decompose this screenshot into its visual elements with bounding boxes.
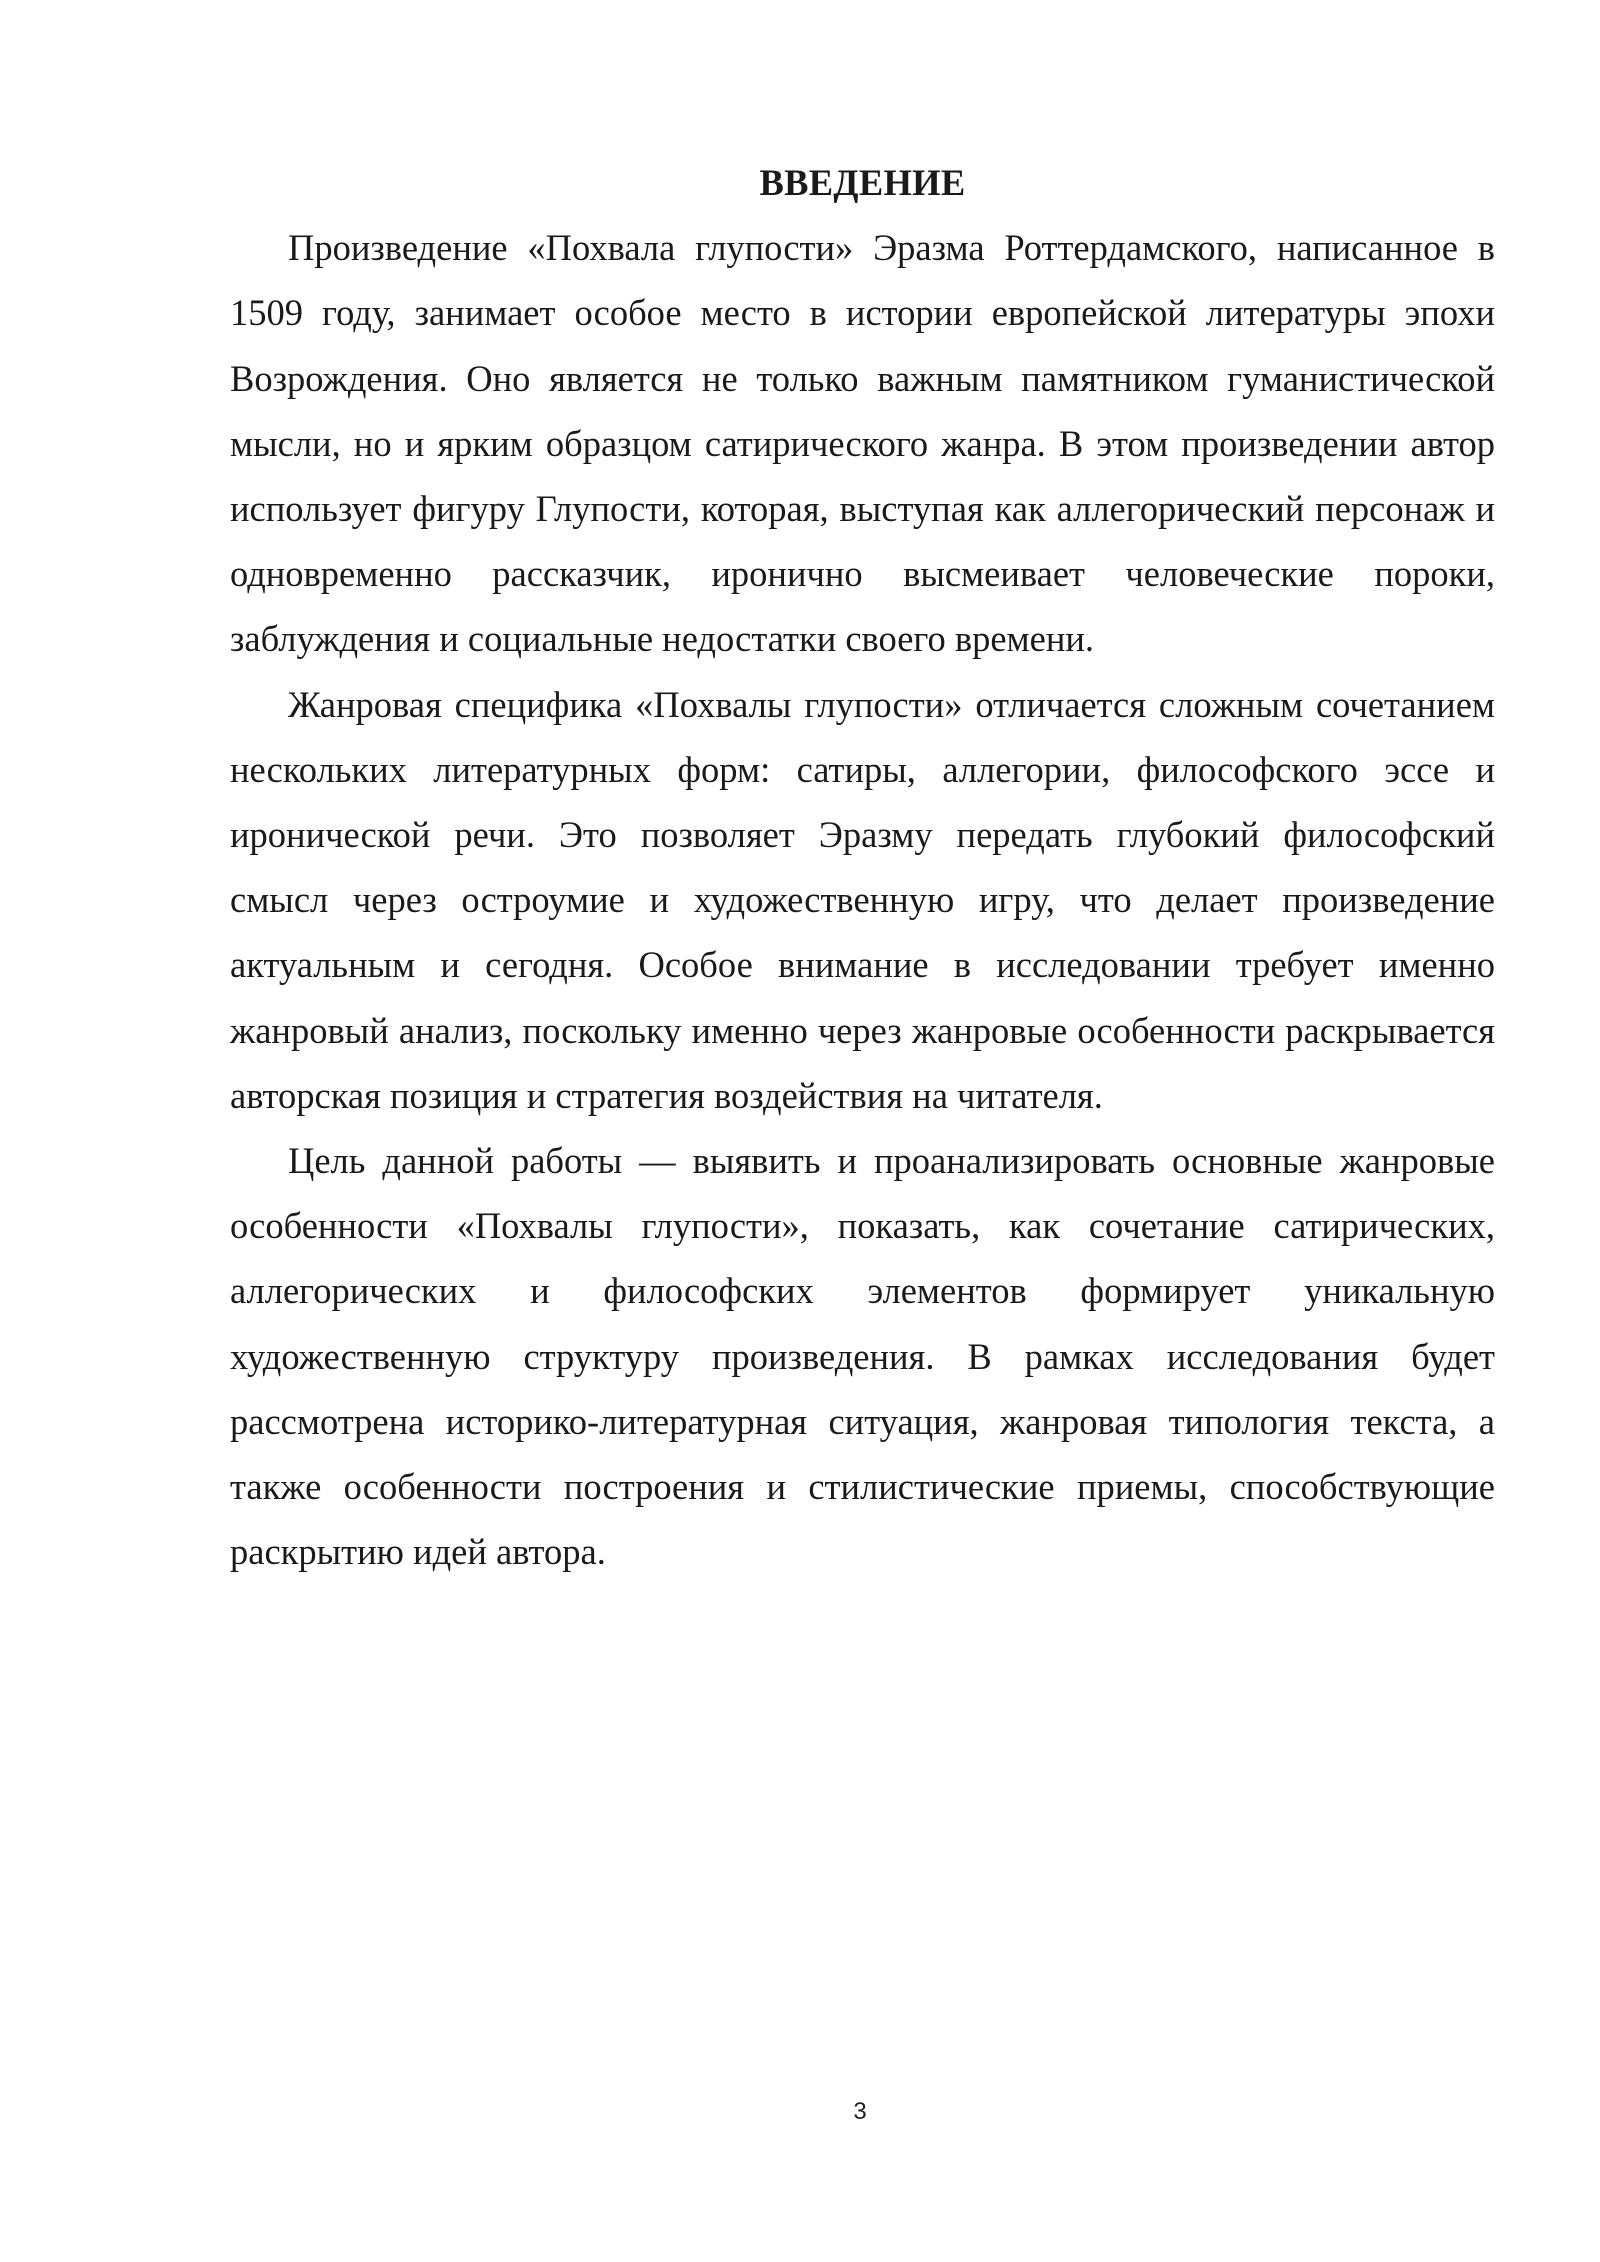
paragraph-intro: Произведение «Похвала глупости» Эразма Роттердамского, написанное в 1509 году, занимает особое место в истории европейской литературы эпохи Возрождения. Оно является не только важным памятником гуманистической мысли, но и ярким образцом сатирического жанра. В этом произведении автор использует фигуру Глупости, которая, выступая как аллегорический персонаж и одновременно рассказчик, иронично высмеивает человеческие пороки, заблуждения и социальные недостатки своего времени. xyxy=(230,227,1495,660)
paragraph-genre: Жанровая специфика «Похвалы глупости» отличается сложным сочетанием нескольких литературных форм: сатиры, аллегории, философского эссе и иронической речи. Это позволяет Эразму передать глубокий философский смысл через остроумие и художественную игру, что делает произведение актуальным и сегодня. Особое внимание в исследовании требует именно жанровый анализ, поскольку именно через жанровые особенности раскрывается авторская позиция и стратегия воздействия на читателя. xyxy=(230,683,1495,1116)
paragraph-goal: Цель данной работы — выявить и проанализировать основные жанровые особенности «Похвалы глупости», показать, как сочетание сатирических, аллегорических и философских элементов формирует уникальную художественную структуру произведения. В рамках исследования будет рассмотрена историко-литературная ситуация, жанровая типология текста, а также особенности построения и стилистические приемы, способствующие раскрытию идей автора. xyxy=(230,1140,1495,1573)
page-number: 3 xyxy=(853,2098,867,2125)
page-content xyxy=(230,150,1495,1584)
section-heading: ВВЕДЕНИЕ xyxy=(759,162,966,203)
